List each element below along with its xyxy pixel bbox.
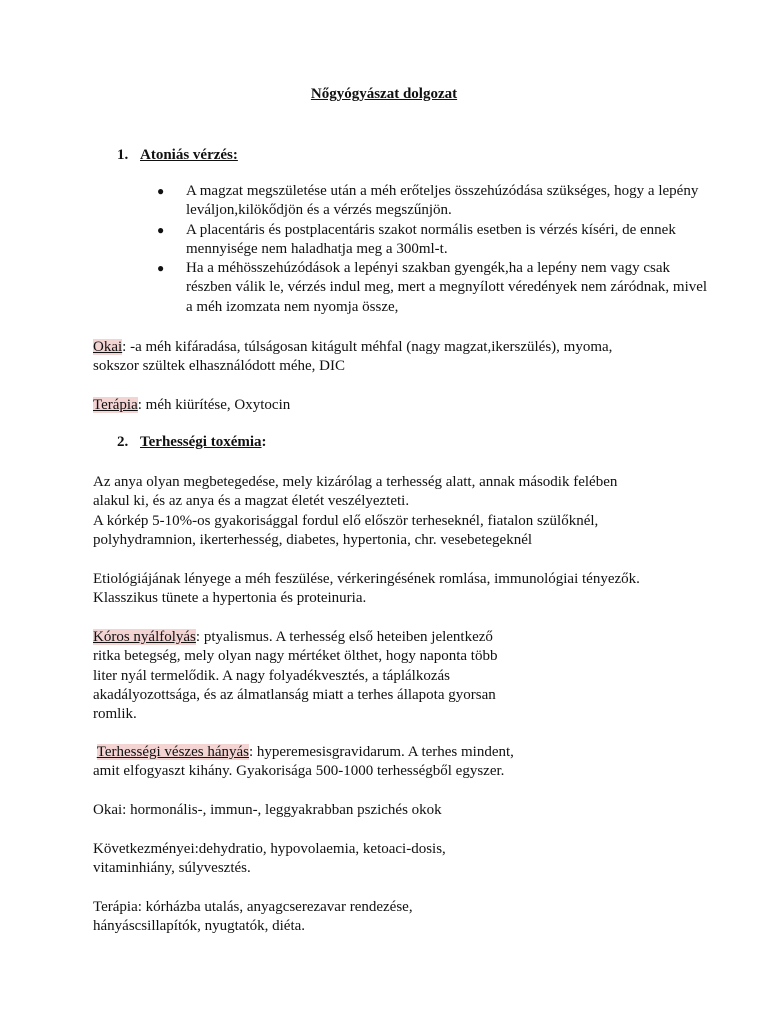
section-1-number: 1. [117, 147, 129, 163]
section-2-number: 2. [117, 434, 129, 450]
document-title: Nőgyógyászat dolgozat [310, 86, 458, 102]
vomiting-causes: Okai: hormonális-, immun-, leggyakrabban pszichés okok [93, 802, 442, 818]
section-2-title-colon: : [261, 434, 267, 450]
therapy-text: : méh kiürítése, Oxytocin [137, 397, 291, 413]
consequences-paragraph: Következményei:dehydratio, hypovolaemia, ketoaci-dosis, vitaminhiány, súlyvesztés. [93, 841, 446, 877]
therapy-2-paragraph: Terápia: kórházba utalás, anyagcserezavar rendezése, hányáscsillapítók, nyugtatók, diéta. [93, 899, 413, 935]
causes-paragraph [93, 338, 638, 377]
vomiting-text: : hyperemesisgravidarum. A terhes mindent, amit elfogyaszt kihány. Gyakorisága 500-1000 terhességből egyszer. [93, 744, 514, 780]
salivation-paragraph [93, 628, 521, 724]
causes-label: Okai [93, 339, 123, 355]
therapy-paragraph [93, 396, 653, 415]
section-1-title: Atoniás vérzés: [140, 147, 238, 163]
bullet-item: ● Ha a méhösszehúzódások a lepényi szakban gyengék,ha a lepény nem vagy csak részben válik le, vérzés indul meg, mert a megnyílott véredények nem záródnak, mivel a méh izomzata nem nyomja össze, [155, 259, 715, 317]
salivation-text: : ptyalismus. A terhesség első heteiben jelentkező ritka betegség, mely olyan nagy mértéket ölthet, hogy naponta több liter nyál termelődik. A nagy folyadékvesztés, a táplálkozás akadályozottsága, és az álmatlanság miatt a terhes állapota gyorsan romlik. [93, 629, 498, 723]
toxemia-intro-2: A kórkép 5-10%-os gyakorisággal fordul elő először terheseknél, fiatalon szülőknél, polyhydramnion, ikerterhesség, diabetes, hypertonia, chr. vesebetegeknél [93, 513, 599, 549]
toxemia-intro-1: Az anya olyan megbetegedése, mely kizárólag a terhesség alatt, annak második felében alakul ki, és az anya és a magzat életét veszélyezteti. [93, 474, 618, 510]
section-1-heading [117, 147, 238, 164]
etiology-paragraph: Etiológiájának lényege a méh feszülése, vérkeringésének romlása, immunológiai tényezők. Klasszikus tünete a hypertonia és proteinuria. [93, 571, 640, 607]
bullet-item: ● A magzat megszületése után a méh erőteljes összehúzódása szükséges, hogy a lepény leváljon,kilökődjön és a vérzés megszűnjön. [155, 182, 715, 221]
bullet-item: ● A placentáris és postplacentáris szakot normális esetben is vérzés kíséri, de ennek mennyisége nem haladhatja meg a 300ml-t. [155, 221, 715, 260]
causes-text: : -a méh kifáradása, túlságosan kitágult méhfal (nagy magzat,ikerszülés), myoma, sokszor szültek elhasználódott méhe, DIC [93, 339, 613, 375]
section-1-bullet-list [155, 182, 715, 317]
therapy-label: Terápia [93, 397, 138, 413]
vomiting-paragraph [93, 743, 531, 782]
salivation-label: Kóros nyálfolyás [93, 629, 196, 645]
vomiting-label: Terhességi vészes hányás [96, 744, 249, 760]
section-2-title: Terhességi toxémia [140, 434, 262, 450]
section-2-heading [117, 434, 267, 451]
